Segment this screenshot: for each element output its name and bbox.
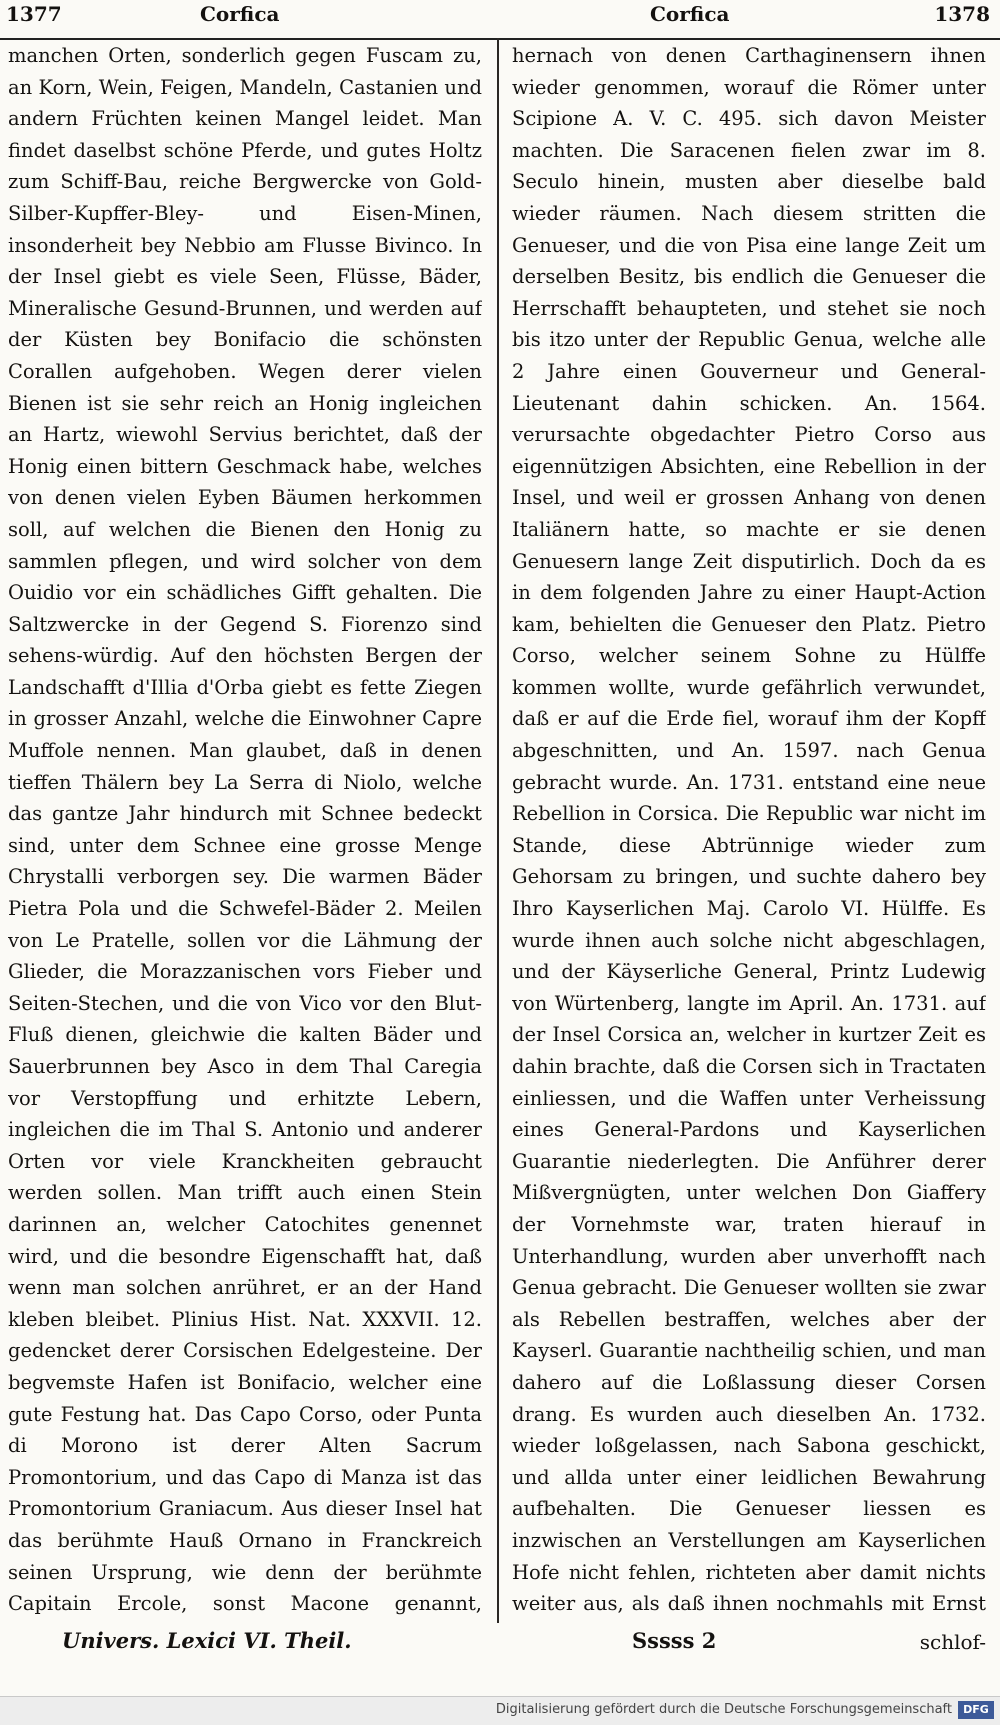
running-title-left: Corfica: [200, 2, 280, 26]
page-header: [0, 0, 1000, 40]
catchword: schlof-: [919, 1630, 986, 1654]
credit-text: Digitalisierung gefördert durch die Deutsche Forschungsgemeinschaft: [495, 1702, 952, 1717]
column-divider: [497, 38, 499, 1623]
page-number-right: 1378: [934, 2, 990, 26]
digitization-credit-bar: [0, 1696, 1000, 1725]
signature-mark: Sssss 2: [632, 1628, 717, 1653]
text-column-right: hernach von denen Carthaginensern ihnen wieder genommen, worauf die Römer unter Scipione A. V. C. 495. sich davon Meister machten. Die Saracenen fielen zwar im 8. Seculo hinein, musten aber dieselbe bald wieder räumen. Nach diesem stritten die Genueser, und die von Pisa eine lange Zeit um derselben Besitz, bis endlich die Genueser die Herrschafft behaupteten, und stehet sie noch bis itzo unter der Republic Genua, welche alle 2 Jahre einen Gouverneur und General-Lieutenant dahin schicken. An. 1564. verursachte obgedachter Pietro Corso aus eigennützigen Absichten, eine Rebellion in der Insel, und weil er grossen Anhang von denen Italiänern hatte, so machte er sie denen Genuesern lange Zeit disputirlich. Doch da es in dem folgenden Jahre zu einer Haupt-Action kam, behielten die Genueser den Platz. Pietro Corso, welcher seinem Sohne zu Hülffe kommen wollte, wurde gefährlich verwundet, daß er auf die Erde fiel, worauf ihm der Kopff abgeschnitten, und An. 1597. nach Genua gebracht wurde. An. 1731. entstand eine neue Rebellion in Corsica. Die Republic war nicht im Stande, diese Abtrünnige wieder zum Gehorsam zu bringen, und suchte dahero bey Ihro Kayserlichen Maj. Carolo VI. Hülffe. Es wurde ihnen auch solche nicht abgeschlagen, und der Käyserliche General, Printz Ludewig von Würtenberg, langte im April. An. 1731. auf der Insel Corsica an, welcher in kurtzer Zeit es dahin brachte, daß die Corsen sich in Tractaten einliessen, und die Waffen unter Verheissung eines General-Pardons und Kayserlichen Guarantie niederlegten. Die Anführer derer Mißvergnügten, unter welchen Don Giaffery der Vornehmste war, traten hierauf in Unterhandlung, wurden aber unverhofft nach Genua gebracht. Die Genueser wollten sie zwar als Rebellen bestraffen, welches aber der Kayserl. Guarantie nachtheilig schien, und man dahero auf die Loßlassung dieser Corsen drang. Es wurden auch dieselben An. 1732. wieder loßgelassen, nach Sabona geschickt, und allda unter einer leidlichen Bewahrung aufbehalten. Die Genueser liessen es inzwischen an Verstellungen am Kayserlichen Hofe nicht fehlen, richteten aber damit nichts weiter aus, als daß ihnen nochmahls mit Ernst: [512, 44, 986, 1616]
page-number-left: 1377: [6, 2, 62, 26]
text-column-left: manchen Orten, sonderlich gegen Fuscam zu, an Korn, Wein, Feigen, Mandeln, Castanien und andern Früchten keinen Mangel leidet. Man findet daselbst schöne Pferde, und gutes Holtz zum Schiff-Bau, reiche Bergwercke von Gold-Silber-Kupffer-Bley- und Eisen-Minen, insonderheit bey Nebbio am Flusse Bivinco. In der Insel giebt es viele Seen, Flüsse, Bäder, Mineralische Gesund-Brunnen, und werden auf der Küsten bey Bonifacio die schönsten Corallen aufgehoben. Wegen derer vielen Bienen ist sie sehr reich an Honig ingleichen an Hartz, wiewohl Servius berichtet, daß der Honig einen bittern Geschmack habe, welches von denen vielen Eyben Bäumen herkommen soll, auf welchen die Bienen den Honig zu sammlen pflegen, und wird solcher von dem Ouidio vor ein schädliches Gifft gehalten. Die Saltzwercke in der Gegend S. Fiorenzo sind sehens-würdig. Auf den höchsten Bergen der Landschafft d'Illia d'Orba giebt es fette Ziegen in grosser Anzahl, welche die Einwohner Capre Muffole nennen. Man glaubet, daß in denen tieffen Thälern bey La Serra di Niolo, welche das gantze Jahr hindurch mit Schnee bedeckt sind, unter dem Schnee eine grosse Menge Chrystalli verborgen sey. Die warmen Bäder Pietra Pola und die Schwefel-Bäder 2. Meilen von Le Pratelle, sollen vor die Lähmung der Glieder, die Morazzanischen vors Fieber und Seiten-Stechen, und die von Vico vor den Blut-Fluß dienen, gleichwie die kalten Bäder und Sauerbrunnen bey Asco in dem Thal Caregia vor Verstopffung und erhitzte Lebern, ingleichen die im Thal S. Antonio und anderer Orten vor viele Kranckheiten gebraucht werden sollen. Man trifft auch einen Stein darinnen an, welcher Catochites genennet wird, und die besondre Eigenschafft hat, daß wenn man solchen anrühret, er an der Hand kleben bleibet. Plinius Hist. Nat. XXXVII. 12. gedencket derer Corsischen Edelgesteine. Der begvemste Hafen ist Bonifacio, welcher eine gute Festung hat. Das Capo Corso, oder Punta di Morono ist derer Alten Sacrum Promontorium, und das Capo di Manza ist das Promontorium Graniacum. Aus dieser Insel hat das berühmte Hauß Ornano in Franckreich seinen Ursprung, wie denn der berühmte Capitain Ercole, sonst Macone genannt,: [8, 44, 482, 1616]
running-title-right: Corfica: [650, 2, 730, 26]
dfg-logo: DFG: [958, 1701, 994, 1719]
volume-footer: Univers. Lexici VI. Theil.: [62, 1628, 352, 1653]
